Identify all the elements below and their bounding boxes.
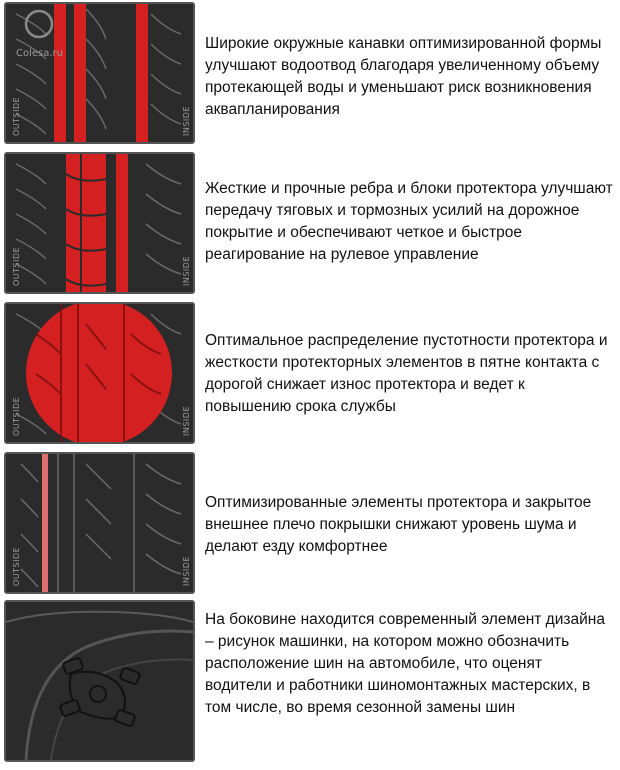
feature-row-ribs [0, 150, 620, 300]
feature-text-sidewall: На боковине находится современный элемент дизайна – рисунок машинки, на котором можно обозначить расположение шин на автомобиле, что оценят водители и работники шиномонтажных мастерских, в том числе, во время сезонной замены шин [205, 611, 605, 716]
feature-text-noise: Оптимизированные элементы протектора и закрытое внешнее плечо покрышки снижают уровень шума и делают езду комфортнее [205, 494, 592, 555]
tread-image-ribs [4, 152, 195, 294]
outside-label: OUTSIDE [12, 246, 21, 286]
feature-text-ribs: Жесткие и прочные ребра и блоки протектора улучшают передачу тяговых и тормозных усилий на дорожное покрытие и обеспечивают четкое и быстрое реагирование на рулевое управление [205, 180, 613, 263]
feature-row-noise [0, 450, 620, 600]
inside-label: INSIDE [182, 256, 191, 286]
feature-row-sidewall [0, 600, 620, 770]
outside-label: OUTSIDE [12, 96, 21, 136]
inside-label: INSIDE [182, 106, 191, 136]
tread-image-grooves [4, 2, 195, 144]
outside-label: OUTSIDE [12, 546, 21, 586]
watermark-text: Colesa.ru [16, 48, 63, 59]
inside-label: INSIDE [182, 556, 191, 586]
feature-text-grooves: Широкие окружные канавки оптимизированной формы улучшают водоотвод благодаря увеличенному объему протекающей воды и уменьшают риск возникновения аквапланирования [205, 35, 602, 118]
inside-label: INSIDE [182, 406, 191, 436]
tread-image-noise [4, 452, 195, 594]
outside-label: OUTSIDE [12, 396, 21, 436]
feature-row-contact-patch [0, 300, 620, 450]
feature-text-contact-patch: Оптимальное распределение пустотности протектора и жесткости протекторных элементов в пятне контакта с дорогой снижает износ протектора и ведет к повышению срока службы [205, 332, 608, 415]
sidewall-image [4, 600, 195, 762]
feature-row-grooves [0, 0, 620, 150]
tread-image-contact-patch [4, 302, 195, 444]
